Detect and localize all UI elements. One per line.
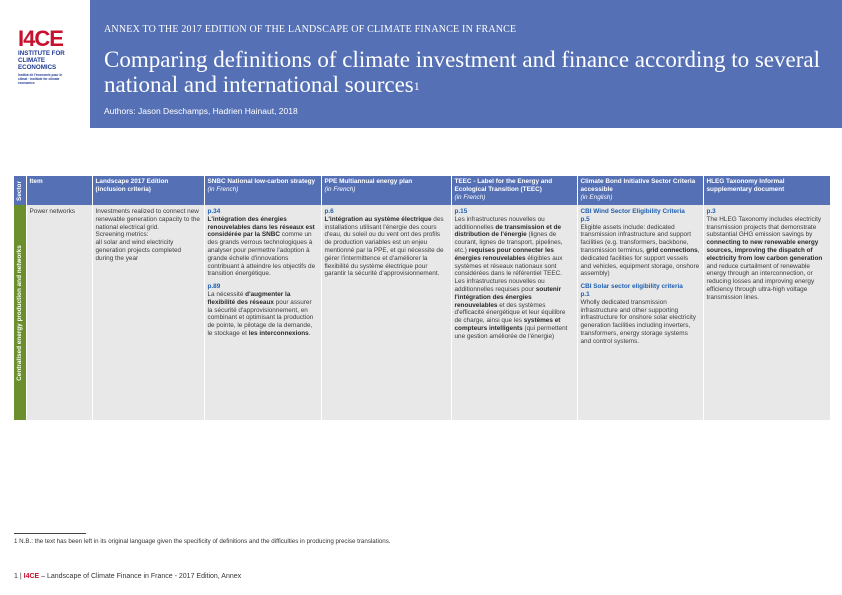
header-teec-label: TEEC - Label for the Energy and Ecological Transition (TEEC) — [454, 178, 553, 193]
title-footnote-marker: 1 — [413, 79, 420, 93]
cbi-text-2: , dedicated facilities for support vessels and vehicles, equipment storage, onshore assembly) — [580, 246, 700, 278]
teec-text-1: Les infrastructures nouvelles ou additionnelles — [454, 215, 545, 231]
header-item-label: Item — [29, 178, 43, 185]
ppe-cell — [321, 205, 451, 420]
logo-tagline: Institut de l'économie pour le climat · Institute for climate economics — [18, 73, 63, 85]
hleg-bold-1: connecting to new renewable energy sources, improving the dispatch of electricity from low carbon generation — [706, 239, 823, 262]
header-hleg — [703, 176, 830, 205]
header-cbi-label: Climate Bond Initiative Sector Criteria accessible — [580, 178, 696, 193]
snbc-text-2c: . — [308, 329, 311, 337]
header-snbc-label: SNBC National low-carbon strategy — [207, 178, 316, 185]
sector-label: Centralised energy production and networks — [15, 244, 23, 381]
hleg-text-2: and reduce curtailment of renewable energy through an interconnection, or reducing losses and improving energy efficiency through ultra-high voltage transmission lines. — [706, 262, 815, 301]
logo-line-3: ECONOMICS — [18, 64, 57, 71]
teec-bold-1: de transmission et de distribution de l'énergie — [454, 223, 562, 239]
footnote: 1 N.B.: the text has been left in its original language given the specificity of definitions and the difficulties in producing precise translations. — [14, 538, 391, 545]
header-sector — [14, 176, 26, 205]
cbi-solar-link[interactable]: CBI Solar sector eligibility criteria — [580, 283, 683, 291]
header-banner — [0, 0, 842, 128]
header-snbc-sub: (in French) — [207, 185, 239, 193]
footer-separator: | — [19, 573, 22, 580]
snbc-page-ref-1: p.34 — [207, 208, 221, 215]
landscape-text-2: Screening metrics: — [95, 231, 149, 239]
snbc-page-ref-2: p.89 — [207, 283, 221, 291]
teec-bold-3: soutenir l'intégration des énergies renouvelables — [454, 285, 562, 309]
sector-cell — [14, 205, 26, 420]
item-cell — [26, 205, 92, 420]
page-title-text: Comparing definitions of climate investment and finance according to several national and international sources — [104, 47, 820, 97]
logo-line-1: INSTITUTE FOR — [18, 50, 65, 57]
footer-brand: I4CE — [23, 573, 40, 580]
hleg-text-1: The HLEG Taxonomy includes electricity transmission projects that demonstrate substantial GHG emission savings by — [706, 215, 822, 239]
teec-page-ref: p.15 — [454, 208, 468, 215]
snbc-text-1: comme un des grands verrous technologiques à analyser pour permettre l'adoption à grande échelle d'innovations contribuant à atteindre les objectifs de transition énergétique. — [207, 231, 316, 278]
annex-label: ANNEX TO THE 2017 EDITION OF THE LANDSCAPE OF CLIMATE FINANCE IN FRANCE — [104, 24, 517, 35]
logo-line-2: CLIMATE — [18, 57, 46, 64]
teec-cell — [451, 205, 577, 420]
ppe-bold-1: L'intégration au système électrique — [324, 215, 432, 223]
footnote-rule — [14, 533, 86, 534]
header-item — [26, 176, 92, 205]
i4ce-logo — [18, 28, 72, 85]
page-title — [104, 47, 824, 97]
ppe-text-1: des installations utilisant l'énergie des cours d'eau, du soleil ou du vent ont des profils de production variables est un enjeu mentionné par la PPE, et qui nécessite de gérer l'intermittence et d'améliorer la flexibilité du système électrique pour garantir la sécurité d'approvisionnement. — [324, 215, 444, 278]
header-ppe — [321, 176, 451, 205]
cbi-text-3: Wholly dedicated transmission infrastructure and other supporting infrastructure for onshore solar electricity generation facilities including inverters, transformers, energy storage systems and control systems. — [580, 298, 696, 345]
header-hleg-label: HLEG Taxonomy Informal supplementary document — [706, 178, 785, 193]
ppe-page-ref: p.6 — [324, 208, 334, 215]
cbi-wind-link[interactable]: CBI Wind Sector Eligibility Criteria — [580, 208, 685, 215]
cbi-page-ref-2: p.1 — [580, 290, 590, 298]
definitions-table — [14, 176, 831, 420]
header-snbc — [204, 176, 321, 205]
header-teec-sub: (in French) — [454, 193, 486, 201]
landscape-text-1: Investments realized to connect new renewable generation capacity to the national electrical grid. — [95, 208, 200, 231]
teec-text-4: Les infrastructures nouvelles ou additionnelles requises pour — [454, 278, 545, 293]
snbc-cell — [204, 205, 321, 420]
header-teec — [451, 176, 577, 205]
hleg-page-ref: p.3 — [706, 208, 716, 215]
header-cbi-sub: (in English) — [580, 193, 613, 201]
page-number: 1 — [14, 573, 18, 580]
header-ppe-sub: (in French) — [324, 185, 356, 193]
header-cbi — [577, 176, 703, 205]
snbc-bold-2: d'augmenter la flexibilité des réseaux — [207, 290, 291, 306]
logo-mark-text: I4CE — [18, 26, 63, 51]
landscape-cell — [92, 205, 204, 420]
page-footer — [14, 573, 241, 580]
header-landscape-label: Landscape 2017 Edition — [95, 178, 169, 185]
table-row — [14, 205, 830, 420]
logo-box — [0, 0, 90, 128]
teec-bold-2: requises pour connecter les énergies renouvelables — [454, 246, 554, 262]
teec-text-3: éligibles aux systèmes et réseaux nationaux sont considérées dans le référentiel TEEC. — [454, 254, 563, 278]
snbc-text-2a: La nécessité — [207, 290, 246, 298]
teec-bold-4: systèmes et compteurs intelligents — [454, 317, 561, 332]
authors-line: Authors: Jason Deschamps, Hadrien Hainaut, 2018 — [104, 106, 298, 116]
snbc-text-2b: pour assurer la sécurité d'approvisionnement, en combinant et optimisant la production de pointe, le pilotage de la demande, le stockage et — [207, 298, 314, 337]
header-sector-label: Sector — [15, 180, 23, 201]
cbi-cell — [577, 205, 703, 420]
table-header-row — [14, 176, 830, 205]
landscape-text-3: all solar and wind electricity generation projects completed during the year — [95, 239, 182, 262]
teec-text-5: et des systèmes d'efficacité énergétique et leur équilibre de charge, ainsi que les — [454, 301, 566, 325]
cbi-text-1: Eligible assets include: dedicated transmission infrastructure and support facilities (e.g. transformers, backbone, transmission terminus, — [580, 223, 691, 254]
item-label: Power networks — [29, 208, 75, 215]
header-ppe-label: PPE Multiannual energy plan — [324, 178, 413, 185]
cbi-page-ref-1: p.5 — [580, 215, 590, 223]
teec-text-6: (qui permettent une gestion améliorée de l'énergie) — [454, 324, 568, 340]
hleg-cell — [703, 205, 830, 420]
header-landscape — [92, 176, 204, 205]
footer-text: – Landscape of Climate Finance in France - 2017 Edition, Annex — [39, 573, 242, 580]
teec-text-2: (lignes de courant, lignes de transport, pipelines, etc.) — [454, 231, 563, 254]
cbi-bold-1: grid connections — [646, 246, 698, 254]
snbc-bold-1: L'intégration des énergies renouvelables dans les réseaux est considérée par la SNBC — [207, 215, 315, 239]
header-landscape-sub: (inclusion criteria) — [95, 185, 151, 193]
snbc-bold-3: les interconnexions — [248, 329, 309, 337]
